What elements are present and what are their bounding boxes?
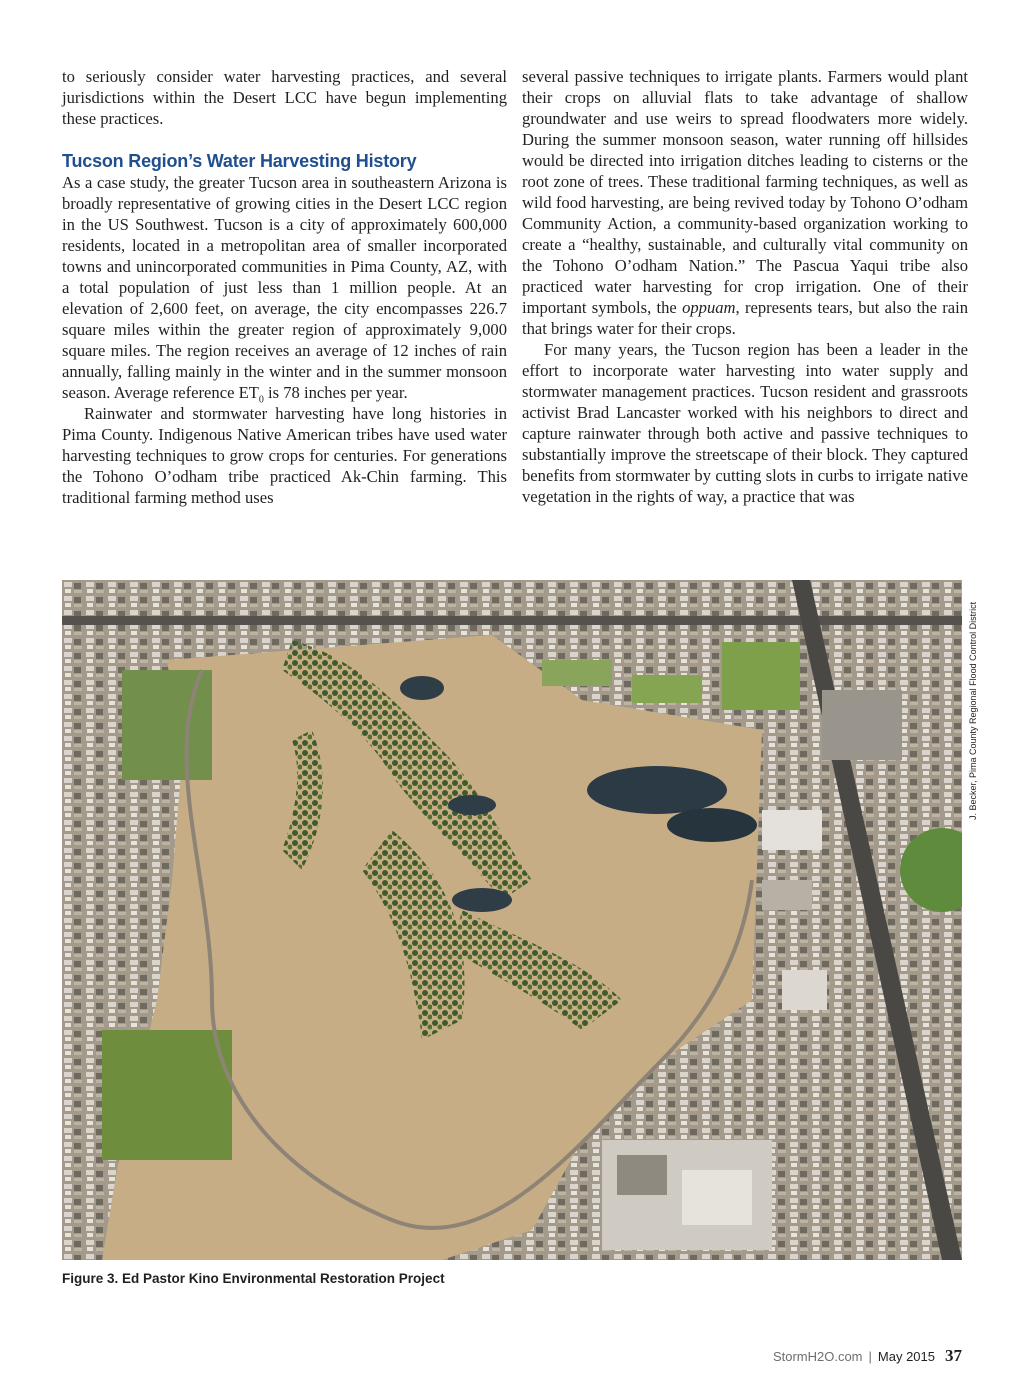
page-footer [773,1346,962,1366]
parking-lot [762,880,812,910]
photo-credit: J. Becker, Pima County Regional Flood Control District [968,601,978,820]
issue-date: May 2015 [877,1349,935,1364]
pond [452,888,512,912]
pond [448,795,496,815]
figure-caption: Figure 3. Ed Pastor Kino Environmental Restoration Project [62,1271,445,1286]
right-paragraph-1: several passive techniques to irrigate plants. Farmers would plant their crops on alluvial flats to take advantage of shallow groundwater and use weirs to spread floodwaters more widely. During the summer monsoon season, water running off hillsides would be directed into irrigation ditches leading to cisterns or the root zone of trees. These traditional farming techniques, as well as wild food harvesting, are being revived today by Tohono O’odham Community Action, a community-based organization working to create a “healthy, sustainable, and culturally vital community on the Tohono O’odham Nation.” The Pascua Yaqui tribe also practiced water harvesting for crop irrigation. One of their important symbols, the oppuam, represents tears, but also the rain that brings water for their crops. [522,67,968,338]
park-lawn [122,670,212,780]
building [762,810,822,850]
page-number: 37 [945,1346,962,1365]
footer-separator: | [868,1349,872,1364]
left-paragraph-1: to seriously consider water harvesting practices, and several jurisdictions within the Desert LCC have begun implementing these practices. [62,67,507,128]
aerial-photo [62,580,962,1260]
building [782,970,827,1010]
pond [667,808,757,842]
section-heading: Tucson Region’s Water Harvesting History [62,151,417,171]
sports-field [632,675,702,703]
left-paragraph-2: As a case study, the greater Tucson area in southeastern Arizona is broadly representative of growing cities in the Desert LCC region in the US Southwest. Tucson is a city of approximately 600,000 residents, located in a metropolitan area of smaller incorporated towns and unincorporated communities in Pima County, AZ, with a total population of just less than 1 million people. At an elevation of 2,600 feet, on average, the city encompasses 226.7 square miles within the greater region of approximately 9,000 square miles. The region receives an average of 12 inches of rain annually, falling mainly in the winter and in the summer monsoon season. Average reference $ET_0$ is 78 inches per year. [62,173,507,406]
sports-field [542,660,612,686]
left-column [62,66,507,508]
left-paragraph-3: Rainwater and stormwater harvesting have long histories in Pima County. Indigenous Native American tribes have used water harvesting techniques to grow crops for centuries. For generations the Tohono O’odham tribe practiced Ak-Chin farming. This traditional farming method uses [62,404,507,507]
right-paragraph-2: For many years, the Tucson region has been a leader in the effort to incorporate water harvesting into water supply and stormwater management practices. Tucson resident and grassroots activist Brad Lancaster worked with his neighbors to direct and capture rainwater through both active and passive techniques to substantially improve the streetscape of their block. They captured benefits from stormwater by cutting slots in curbs to irrigate native vegetation in the rights of way, a practice that was [522,340,968,506]
sports-field [722,642,800,710]
pond [587,766,727,814]
road [62,616,962,625]
parking-lot [822,690,902,760]
sports-field [102,1030,232,1160]
site-name: StormH2O.com [772,1349,863,1364]
right-column [522,66,968,507]
pond [400,676,444,700]
